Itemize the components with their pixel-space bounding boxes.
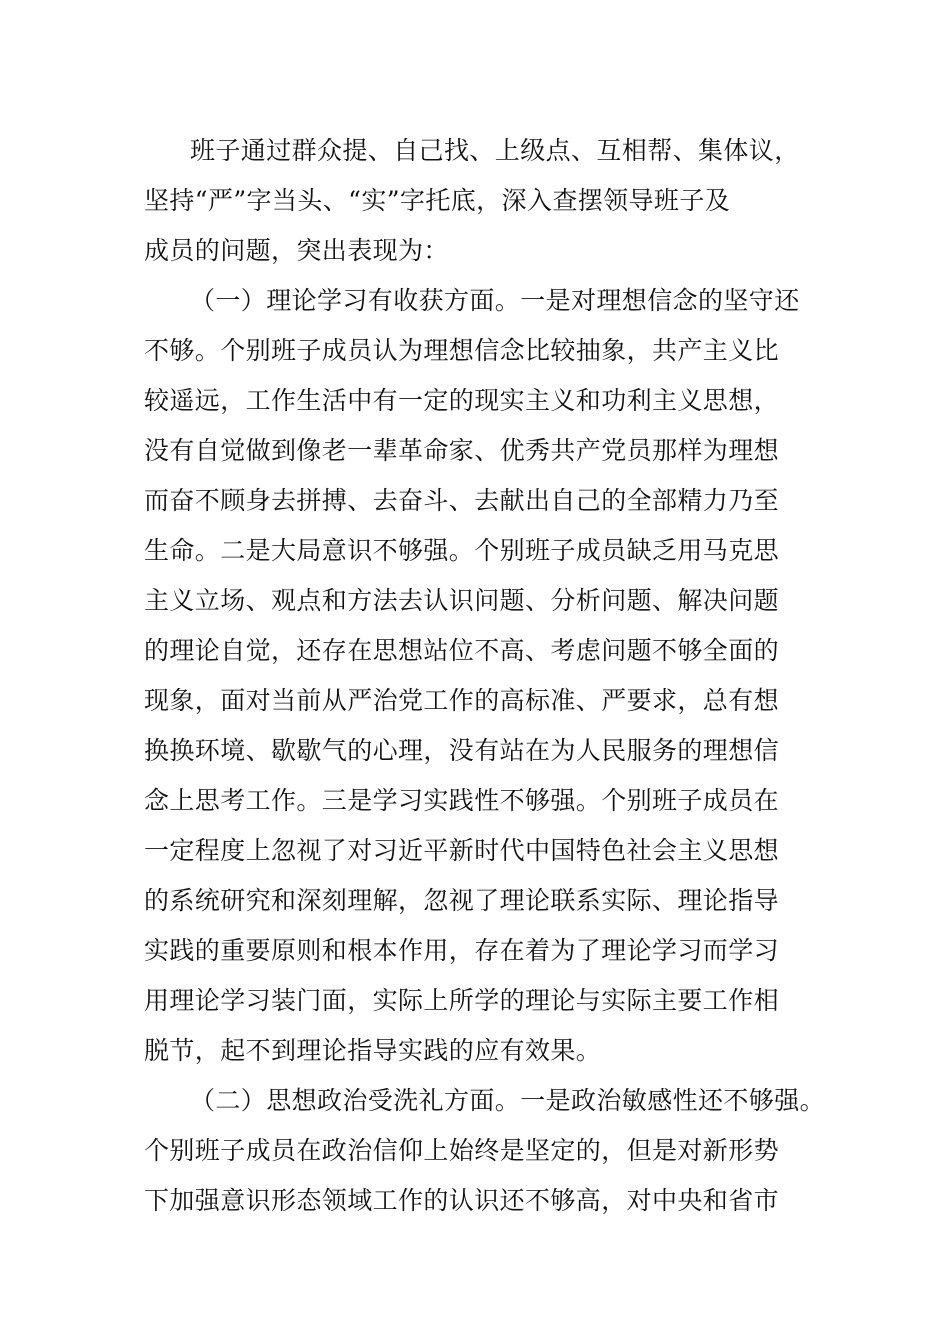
section-one-line: 换换环境、歇歇气的心理，没有站在为人民服务的理想信 bbox=[144, 736, 780, 765]
paragraph-intro-line: 班子通过群众提、自己找、上级点、互相帮、集体议， bbox=[190, 136, 800, 165]
section-one-line: 不够。个别班子成员认为理想信念比较抽象，共产主义比 bbox=[144, 336, 780, 365]
section-one-line: 现象，面对当前从严治党工作的高标准、严要求，总有想 bbox=[144, 686, 780, 715]
section-one-line: 而奋不顾身去拼搏、去奋斗、去献出自己的全部精力乃至 bbox=[144, 486, 780, 515]
section-one-line: 没有自觉做到像老一辈革命家、优秀共产党员那样为理想 bbox=[144, 436, 780, 465]
section-two-line: 下加强意识形态领域工作的认识还不够高，对中央和省市 bbox=[144, 1186, 780, 1215]
section-one-line: 生命。二是大局意识不够强。个别班子成员缺乏用马克思 bbox=[144, 536, 780, 565]
section-one-line: 实践的重要原则和根本作用，存在着为了理论学习而学习 bbox=[144, 936, 780, 965]
section-one-line: 的系统研究和深刻理解，忽视了理论联系实际、理论指导 bbox=[144, 886, 780, 915]
section-one-line: 的理论自觉，还存在思想站位不高、考虑问题不够全面的 bbox=[144, 636, 780, 665]
section-one-line: 一定程度上忽视了对习近平新时代中国特色社会主义思想 bbox=[144, 836, 780, 865]
paragraph-intro-line: 坚持“严”字当头、“实”字托底，深入查摆领导班子及 bbox=[144, 186, 731, 215]
section-one-heading-line: （一）理论学习有收获方面。一是对理想信念的坚守还 bbox=[190, 286, 800, 315]
section-one-line: 念上思考工作。三是学习实践性不够强。个别班子成员在 bbox=[144, 786, 780, 815]
section-one-line: 较遥远，工作生活中有一定的现实主义和功利主义思想， bbox=[144, 386, 780, 415]
paragraph-intro-line: 成员的问题，突出表现为： bbox=[144, 236, 449, 265]
section-one-line: 脱节，起不到理论指导实践的应有效果。 bbox=[144, 1036, 602, 1065]
section-two-heading-line: （二）思想政治受洗礼方面。一是政治敏感性还不够强。 bbox=[190, 1086, 826, 1115]
section-one-line: 主义立场、观点和方法去认识问题、分析问题、解决问题 bbox=[144, 586, 780, 615]
section-one-line: 用理论学习装门面，实际上所学的理论与实际主要工作相 bbox=[144, 986, 780, 1015]
section-two-line: 个别班子成员在政治信仰上始终是坚定的，但是对新形势 bbox=[144, 1136, 780, 1165]
